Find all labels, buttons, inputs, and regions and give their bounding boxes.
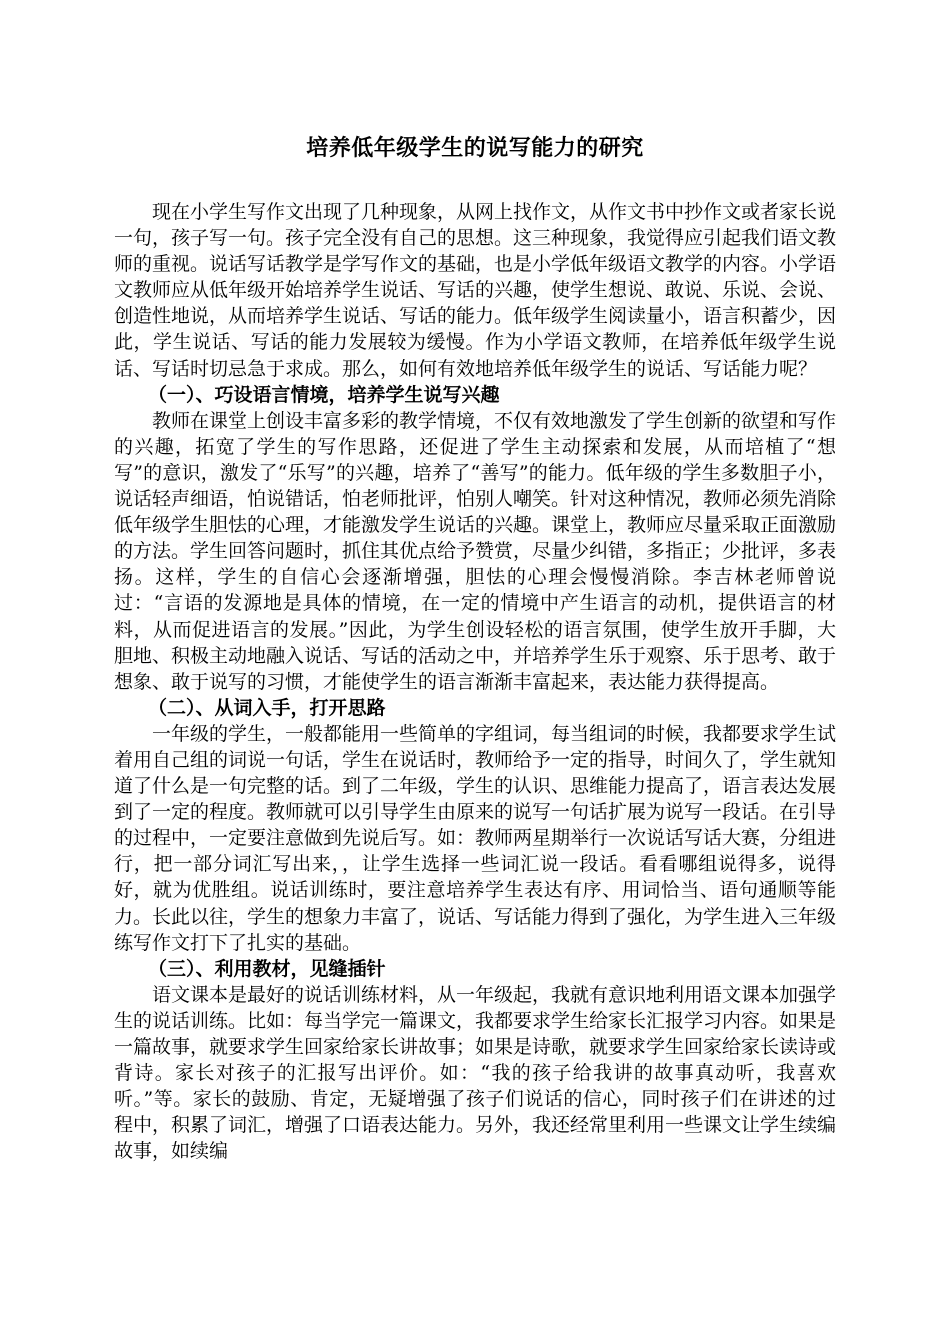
section-heading-1: （一）、巧设语言情境，培养学生说写兴趣 (148, 383, 500, 406)
section-paragraph-3: 语文课本是最好的说话训练材料，从一年级起，我就有意识地利用语文课本加强学生的说话训练。比如：每当学完一篇课文，我都要求学生给家长汇报学习内容。如果是一篇故事，就要求学生回家给家长讲故事；如果是诗歌，就要求学生回家给家长读诗或背诗。家长对孩子的汇报写出评价。如：“我的孩子给我讲的故事真动听，我喜欢听。”等。家长的鼓励、肯定，无疑增强了孩子们说话的信心，同时孩子们在讲述的过程中，积累了词汇，增强了口语表达能力。另外，我还经常里利用一些课文让学生续编故事，如续编 (114, 983, 837, 1163)
section-paragraph-1: 教师在课堂上创设丰富多彩的教学情境，不仅有效地激发了学生创新的欲望和写作的兴趣，拓宽了学生的写作思路，还促进了学生主动探索和发展，从而培植了“想写”的意识，激发了“乐写”的兴趣，培养了“善写”的能力。低年级的学生多数胆子小，说话轻声细语，怕说错话，怕老师批评，怕别人嘲笑。针对这种情况，教师必须先消除低年级学生胆怯的心理，才能激发学生说话的兴趣。课堂上，教师应尽量采取正面激励的方法。学生回答问题时，抓住其优点给予赞赏，尽量少纠错，多指正；少批评，多表扬。这样，学生的自信心会逐渐增强，胆怯的心理会慢慢消除。李吉林老师曾说过：“言语的发源地是具体的情境，在一定的情境中产生语言的动机，提供语言的材料，从而促进语言的发展。”因此，为学生创设轻松的语言氛围，使学生放开手脚，大胆地、积极主动地融入说话、写话的活动之中，并培养学生乐于观察、乐于思考、敢于想象、敢于说写的习惯，才能使学生的语言渐渐丰富起来，表达能力获得提高。 (114, 409, 837, 693)
document-title: 培养低年级学生的说写能力的研究 (306, 135, 644, 161)
section-heading-3: （三）、利用教材，见缝插针 (148, 957, 386, 980)
section-heading-2: （二）、从词入手，打开思路 (148, 696, 386, 719)
intro-paragraph: 现在小学生写作文出现了几种现象，从网上找作文，从作文书中抄作文或者家长说一句，孩子写一句。孩子完全没有自己的思想。这三种现象，我觉得应引起我们语文教师的重视。说话写话教学是学写作文的基础，也是小学低年级语文教学的内容。小学语文教师应从低年级开始培养学生说话、写话的兴趣，使学生想说、敢说、乐说、会说、创造性地说，从而培养学生说话、写话的能力。低年级学生阅读量小，语言积蓄少，因此，学生说话、写话的能力发展较为缓慢。作为小学语文教师，在培养低年级学生说话、写话时切忌急于求成。那么，如何有效地培养低年级学生的说话、写话能力呢？ (114, 201, 837, 380)
section-paragraph-2: 一年级的学生，一般都能用一些简单的字组词，每当组词的时候，我都要求学生试着用自己组的词说一句话，学生在说话时，教师给予一定的指导，时间久了，学生就知道了什么是一句完整的话。到了二年级，学生的认识、思维能力提高了，语言表达发展到了一定的程度。教师就可以引导学生由原来的说写一句话扩展为说写一段话。在引导的过程中，一定要注意做到先说后写。如：教师两星期举行一次说话写话大赛，分组进行，把一部分词汇写出来，，让学生选择一些词汇说一段话。看看哪组说得多，说得好，就为优胜组。说话训练时，要注意培养学生表达有序、用词恰当、语句通顺等能力。长此以往，学生的想象力丰富了，说话、写话能力得到了强化，为学生进入三年级练写作文打下了扎实的基础。 (114, 722, 837, 954)
document-body (114, 199, 836, 1164)
